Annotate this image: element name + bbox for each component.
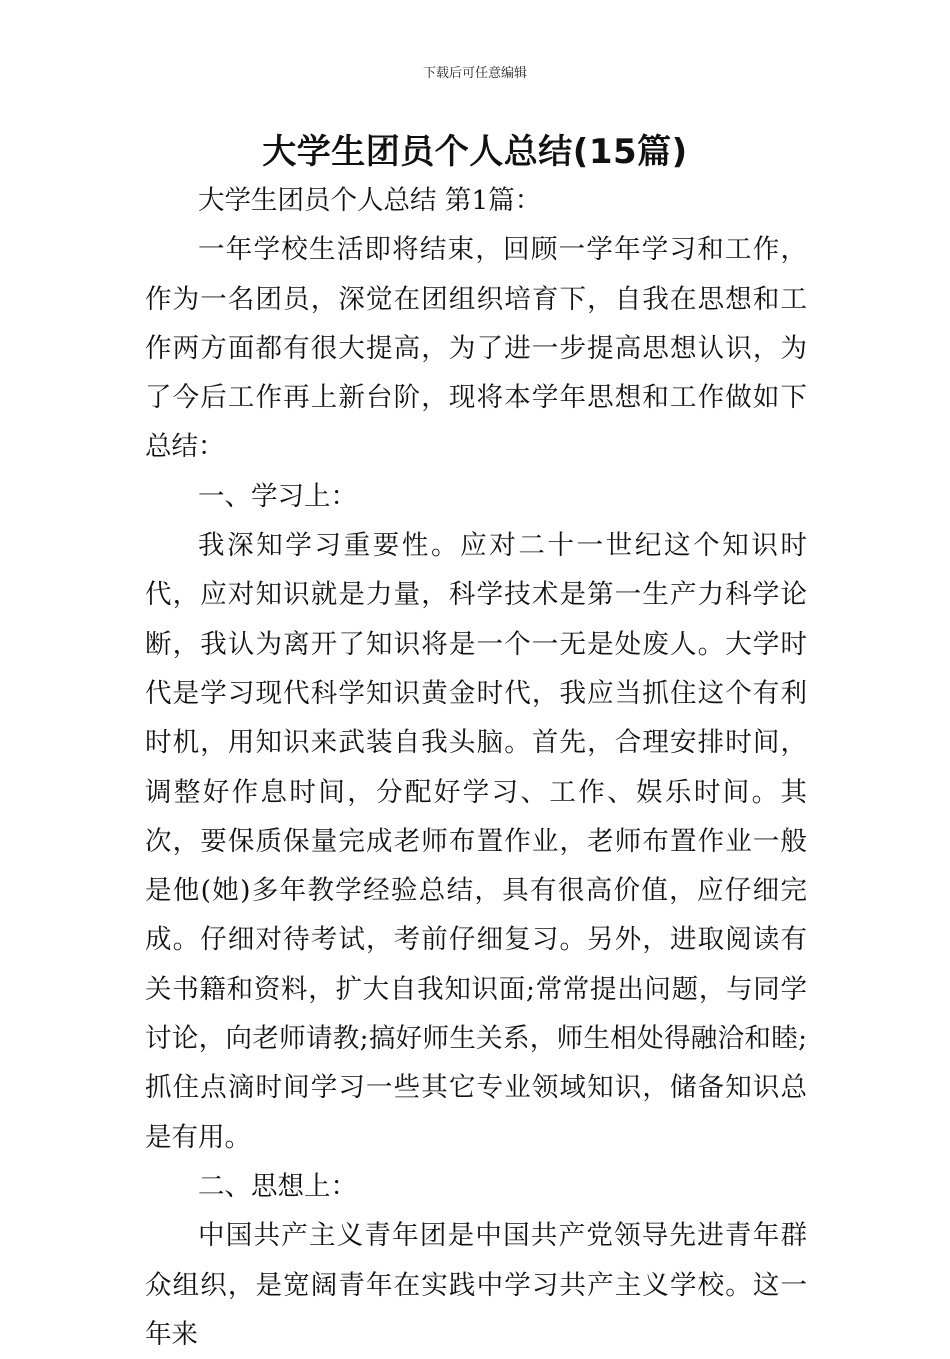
section-heading-thought: 二、思想上： xyxy=(198,1170,357,1202)
paragraph-study: 我深知学习重要性。应对二十一世纪这个知识时代，应对知识就是力量，科学技术是第一生产力科学论断，我认为离开了知识将是一个一无是处废人。大学时代是学习现代科学知识黄金时代，我应当抓住这个有利时机，用知识来武装自我头脑。首先，合理安排时间，调整好作息时间，分配好学习、工作、娱乐时间。其次，要保质保量完成老师布置作业，老师布置作业一般是他(她)多年教学经验总结，具有很高价值，应仔细完成。仔细对待考试，考前仔细复习。另外，进取阅读有关书籍和资料，扩大自我知识面;常常提出问题，与同学讨论，向老师请教;搞好师生关系，师生相处得融洽和睦;抓住点滴时间学习一些其它专业领域知识，储备知识总是有用。 xyxy=(145,530,807,1153)
document-body xyxy=(145,176,807,1359)
paragraph-thought: 中国共产主义青年团是中国共产党领导先进青年群众组织，是宽阔青年在实践中学习共产主义学校。这一年来 xyxy=(145,1220,807,1350)
document-title: 大学生团员个人总结(15篇) xyxy=(262,132,688,172)
header-note: 下载后可任意编辑 xyxy=(422,66,527,81)
paragraph-intro: 一年学校生活即将结束，回顾一学年学习和工作，作为一名团员，深觉在团组织培育下，自我在思想和工作两方面都有很大提高，为了进一步提高思想认识，为了今后工作再上新台阶，现将本学年思想和工作做如下总结： xyxy=(145,234,807,463)
section-subtitle: 大学生团员个人总结 第1篇： xyxy=(198,185,542,216)
section-heading-study: 一、学习上： xyxy=(198,480,357,512)
